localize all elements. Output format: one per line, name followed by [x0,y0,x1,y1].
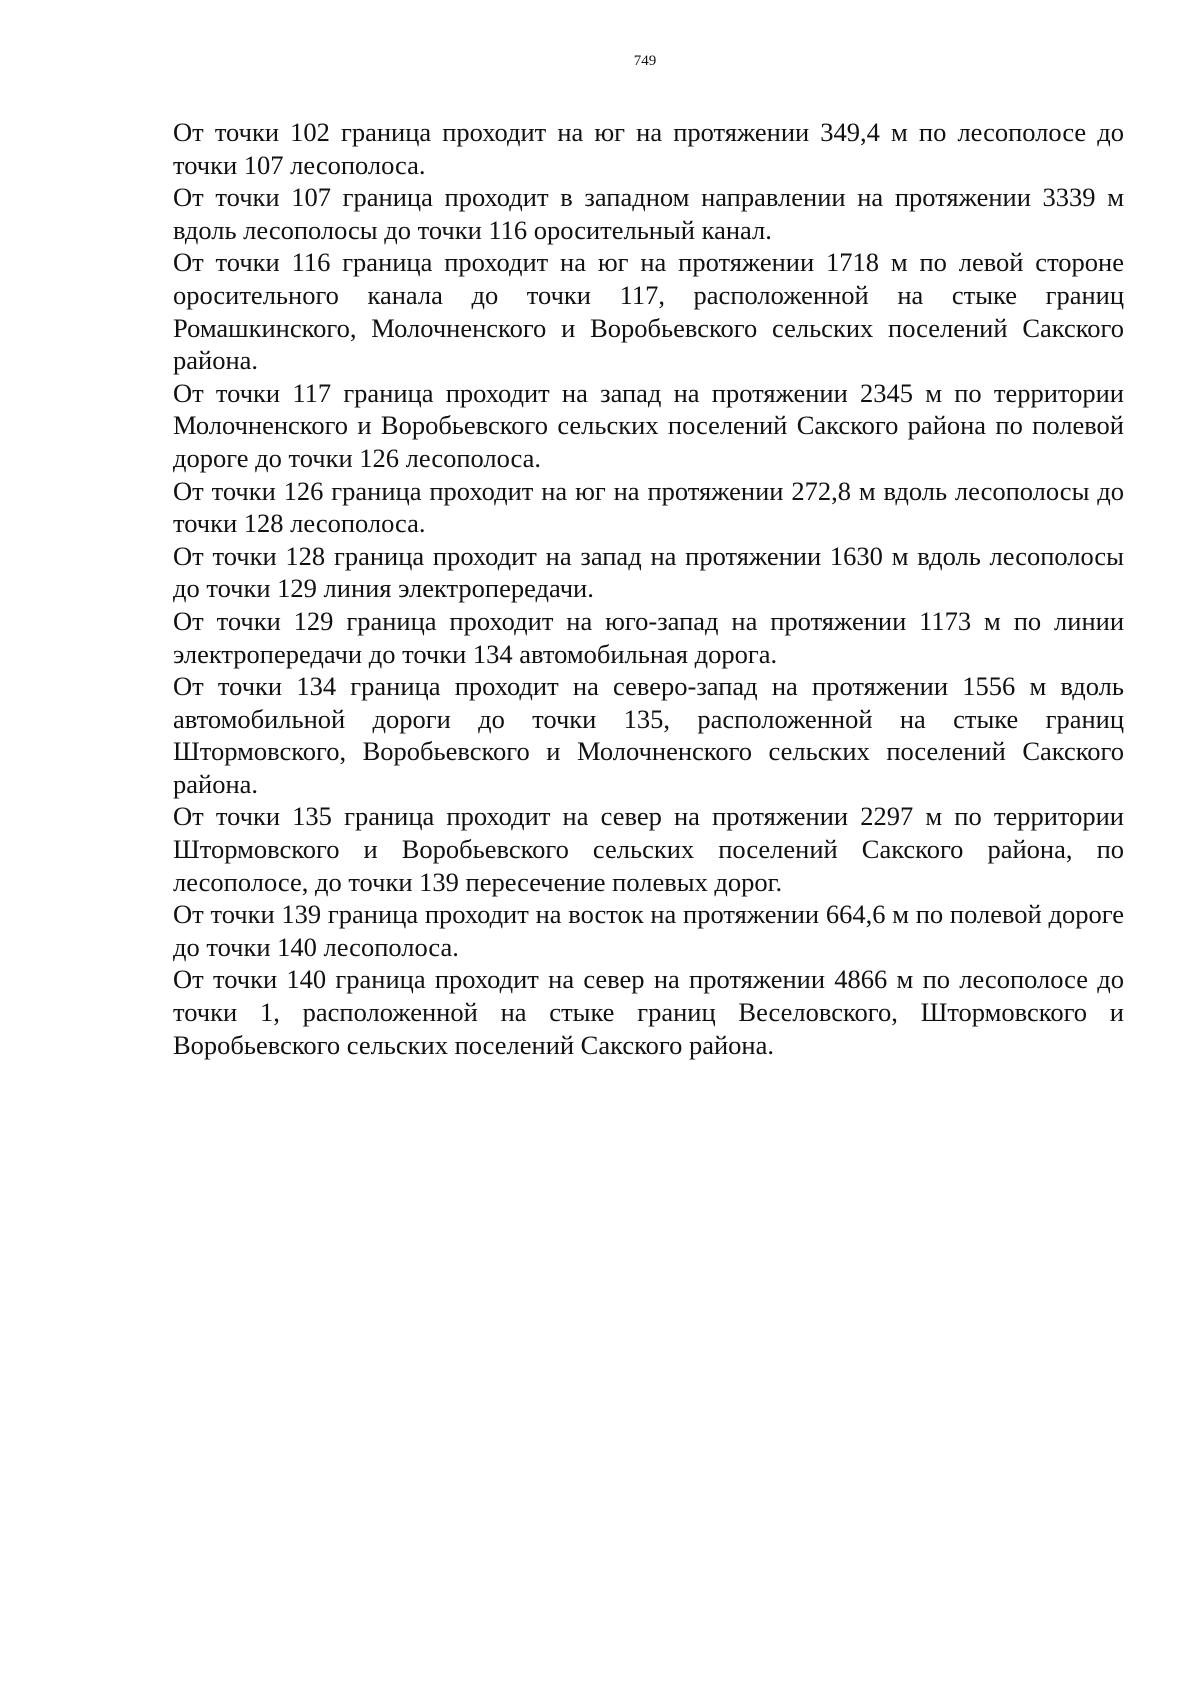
paragraph: От точки 140 граница проходит на север на протяжении 4866 м по лесополосе до точки 1, расположенной на стыке границ Веселовского, Штормовского и Воробьевского сельских поселений Сакского района. [173,964,1124,1060]
paragraph: От точки 135 граница проходит на север на протяжении 2297 м по территории Штормовского и Воробьевского сельских поселений Сакского района, по лесополосе, до точки 139 пересечение полевых дорог. [173,801,1124,897]
paragraph: От точки 128 граница проходит на запад на протяжении 1630 м вдоль лесополосы до точки 129 линия электропередачи. [173,540,1124,604]
paragraph: От точки 126 граница проходит на юг на протяжении 272,8 м вдоль лесополосы до точки 128 лесополоса. [173,475,1124,539]
paragraph: От точки 116 граница проходит на юг на протяжении 1718 м по левой стороне оросительного канала до точки 117, расположенной на стыке границ Ромашкинского, Молочненского и Воробьевского сельских поселений Сакского района. [173,247,1124,376]
paragraph: От точки 139 граница проходит на восток на протяжении 664,6 м по полевой дороге до точки 140 лесополоса. [173,899,1124,962]
paragraph: От точки 129 граница проходит на юго-запад на протяжении 1173 м по линии электропередачи до точки 134 автомобильная дорога. [173,605,1124,669]
document-body [173,116,1124,1061]
paragraph: От точки 117 граница проходит на запад на протяжении 2345 м по территории Молочненского и Воробьевского сельских поселений Сакского района по полевой дороге до точки 126 лесополоса. [173,377,1124,473]
paragraph: От точки 102 граница проходит на юг на протяжении 349,4 м по лесополосе до точки 107 лесополоса. [173,117,1124,180]
page-number: 749 [633,53,657,69]
paragraph: От точки 107 граница проходит в западном направлении на протяжении 3339 м вдоль лесополосы до точки 116 оросительный канал. [173,182,1124,245]
paragraph: От точки 134 граница проходит на северо-запад на протяжении 1556 м вдоль автомобильной дороги до точки 135, расположенной на стыке границ Штормовского, Воробьевского и Молочненского сельских поселений Сакского района. [173,671,1124,799]
